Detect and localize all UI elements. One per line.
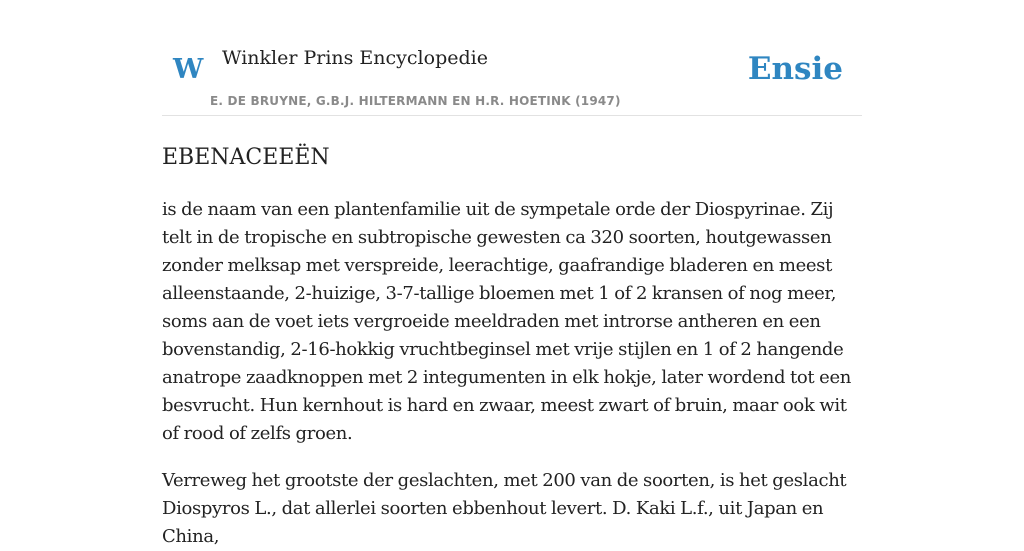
- publication-logo[interactable]: W: [173, 54, 204, 85]
- publication-title[interactable]: Winkler Prins Encyclopedie: [222, 47, 488, 69]
- ensie-logo[interactable]: Ensie: [747, 51, 843, 87]
- entry-title: EBENACEEËN: [162, 145, 330, 170]
- publication-authors: E. DE BRUYNE, G.B.J. HILTERMANN EN H.R. HOETINK (1947): [210, 94, 621, 108]
- article-paragraph: Verreweg het grootste der geslachten, met 200 van de soorten, is het geslacht Diospyros L., dat allerlei soorten ebbenhout levert. D. Kaki L.f., uit Japan en China,: [162, 470, 847, 547]
- header: [162, 0, 862, 116]
- page: [162, 0, 862, 551]
- article-paragraph: is de naam van een plantenfamilie uit de sympetale orde der Diospyrinae. Zij telt in de tropische en subtropische gewesten ca 320 soorten, houtgewassen zonder melksap met verspreide, leerachtige, gaafrandige bladeren en meest alleenstaande, 2-huizige, 3-7-tallige bloemen met 1 of 2 kransen of nog meer, soms aan de voet iets vergroeide meeldraden met introrse antheren en een bovenstandig, 2-16-hokkig vruchtbeginsel met vrije stijlen en 1 of 2 hangende anatrope zaadknoppen met 2 integumenten in elk hokje, later wordend tot een besvrucht. Hun kernhout is hard en zwaar, meest zwart of bruin, maar ook wit of rood of zelfs groen.: [162, 199, 852, 444]
